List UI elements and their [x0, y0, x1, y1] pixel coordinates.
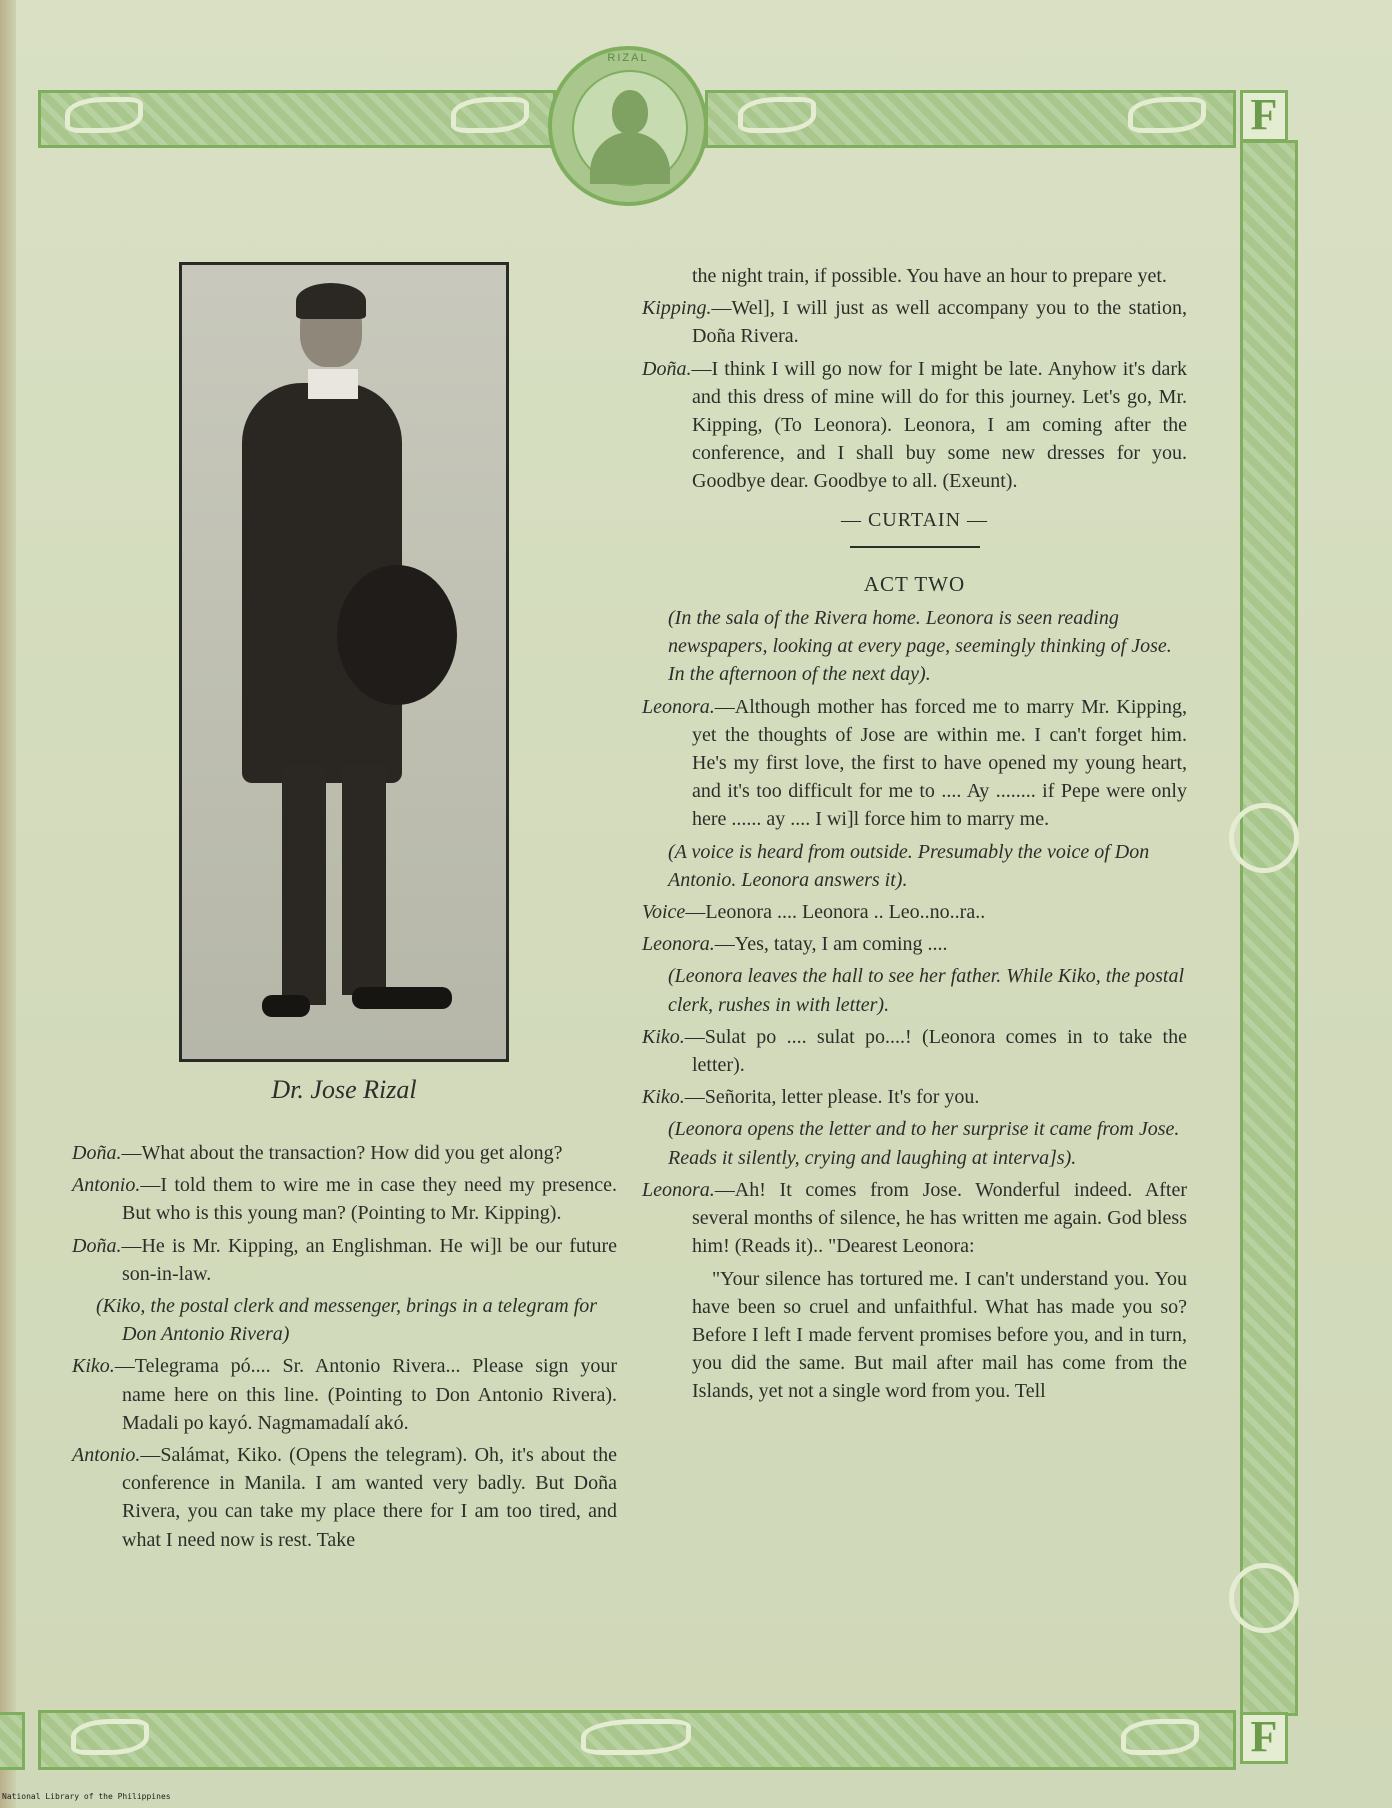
- left-text-column: [72, 1139, 617, 1558]
- dialogue-line: Doña.—What about the transaction? How did you get along?: [72, 1142, 563, 1164]
- stage-direction: (Leonora leaves the hall to see her father. While Kiko, the postal clerk, rushes in with letter).: [668, 965, 1185, 1016]
- stage-direction: (Kiko, the postal clerk and messenger, brings in a telegram for Don Antonio Rivera): [96, 1295, 598, 1346]
- letter-paragraph: "Your silence has tortured me. I can't understand you. You have been so cruel and unfaithful. What has made you so? Before I left I made fervent promises before you, and in turn, you did the same. But mail after mail has come from the Islands, yet not a single word from you. Tell: [692, 1267, 1187, 1403]
- act-heading: ACT TWO: [863, 571, 966, 596]
- dialogue-line: Leonora.—Although mother has forced me to marry Mr. Kipping, yet the thoughts of Jose are within me. I can't forget him. He's my first love, the first to have opened my young heart, and it's too difficult for me to .... Ay ........ if Pepe were only here ...... ay .... I wi]l force him to marry me.: [642, 695, 1187, 831]
- stage-direction: (In the sala of the Rivera home. Leonora is seen reading newspapers, looking at every page, seemingly thinking of Jose. In the afternoon of the next day).: [668, 607, 1172, 686]
- bottom-border-band: [38, 1710, 1236, 1770]
- dialogue-line: Kiko.—Telegrama pó.... Sr. Antonio Rivera... Please sign your name here on this line. (Pointing to Don Antonio Rivera). Madali po kayó. Nagmamadalí akó.: [72, 1355, 617, 1434]
- stage-direction: (Leonora opens the letter and to her surprise it came from Jose. Reads it silently, crying and laughing at interva]s).: [668, 1118, 1180, 1169]
- knot-ornament-icon: [738, 97, 816, 133]
- dialogue-line: Voice—Leonora .... Leonora .. Leo..no..ra..: [642, 901, 986, 924]
- stage-direction: (A voice is heard from outside. Presumably the voice of Don Antonio. Leonora answers it).: [668, 840, 1150, 891]
- knot-ornament-icon: [1229, 1563, 1299, 1633]
- dialogue-line: Antonio.—Salámat, Kiko. (Opens the telegram). Oh, it's about the conference in Manila. I am wanted very badly. But Doña Rivera, you can take my place there for I am too tired, and what I need now is rest. Take: [72, 1444, 617, 1551]
- knot-ornament-icon: [71, 1719, 149, 1755]
- rizal-medallion: [548, 46, 708, 206]
- knot-ornament-icon: [1121, 1719, 1199, 1755]
- left-border-band-fragment: [0, 1712, 25, 1770]
- page-left-edge: [0, 0, 16, 1808]
- knot-ornament-icon: [65, 97, 143, 133]
- dialogue-line: Kipping.—Wel], I will just as well accompany you to the station, Doña Rivera.: [642, 297, 1187, 348]
- medallion-portrait: [572, 70, 688, 186]
- top-left-border-band: [38, 90, 556, 148]
- photo-caption: Dr. Jose Rizal: [271, 1075, 417, 1104]
- dialogue-line: Doña.—He is Mr. Kipping, an Englishman. He wi]l be our future son-in-law.: [72, 1234, 617, 1285]
- corner-letter-bottom: F: [1240, 1712, 1288, 1764]
- continued-line: the night train, if possible. You have an hour to prepare yet.: [692, 265, 1167, 287]
- dialogue-line: Doña.—I think I will go now for I might be late. Anyhow it's dark and this dress of mine will do for this journey. Let's go, Mr. Kipping, (To Leonora). Leonora, I am coming after the conference, and I shall buy some new dresses for you. Goodbye dear. Goodbye to all. (Exeunt).: [642, 357, 1187, 493]
- library-footer-note: National Library of the Philippines: [2, 1792, 171, 1801]
- dialogue-line: Kiko.—Sulat po .... sulat po....! (Leonora comes in to take the letter).: [642, 1025, 1187, 1077]
- dialogue-line: Antonio.—I told them to wire me in case they need my presence. But who is this young man? (Pointing to Mr. Kipping).: [72, 1174, 617, 1225]
- clover-ornament-icon: [1229, 803, 1299, 873]
- knot-ornament-icon: [451, 97, 529, 133]
- right-text-column: [642, 262, 1187, 1410]
- right-border-band: [1240, 140, 1298, 1716]
- corner-letter-top: F: [1240, 90, 1288, 142]
- portrait-photo: [179, 262, 509, 1062]
- section-divider: [850, 546, 980, 548]
- dialogue-line: Kiko.—Señorita, letter please. It's for you.: [642, 1086, 980, 1109]
- dialogue-line: Leonora.—Yes, tatay, I am coming ....: [642, 933, 948, 956]
- clover-ornament-icon: [581, 1719, 691, 1755]
- top-right-border-band: [705, 90, 1236, 148]
- curtain-marker: — CURTAIN —: [840, 508, 989, 531]
- dialogue-line: Leonora.—Ah! It comes from Jose. Wonderful indeed. After several months of silence, he has written me again. God bless him! (Reads it).. "Dearest Leonora:: [642, 1178, 1187, 1258]
- knot-ornament-icon: [1128, 97, 1206, 133]
- medallion-label: RIZAL: [607, 52, 649, 64]
